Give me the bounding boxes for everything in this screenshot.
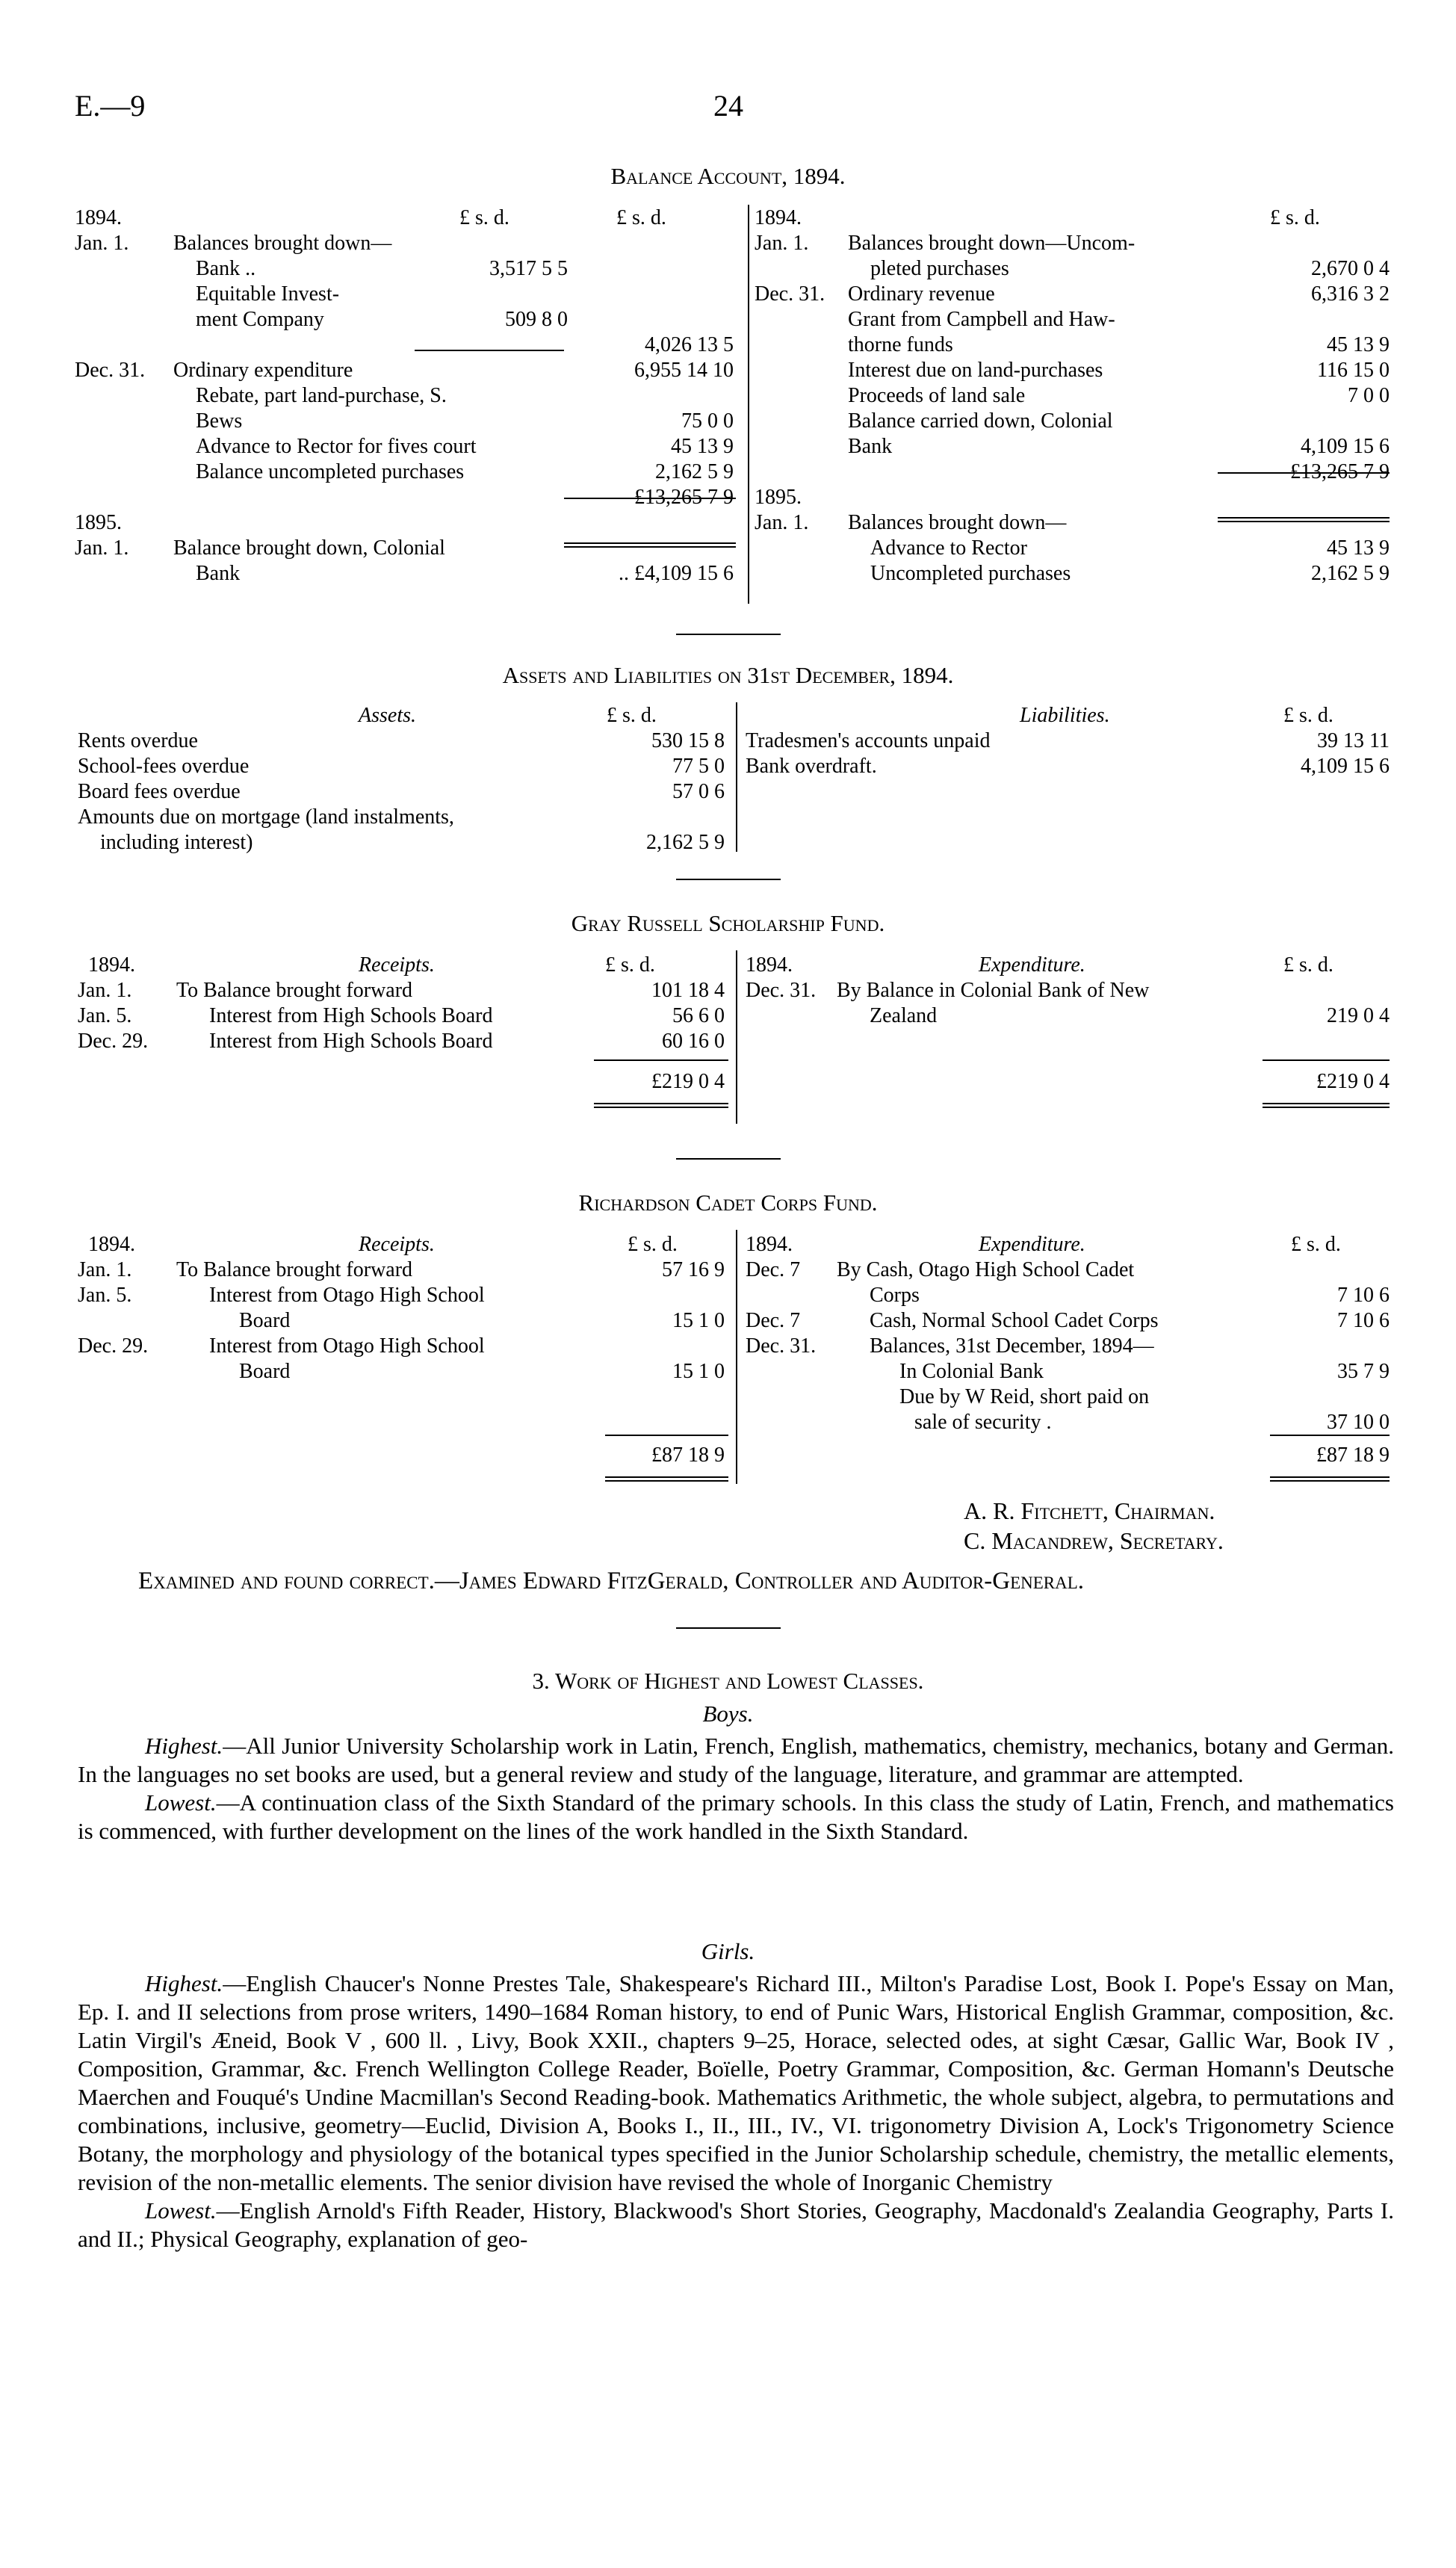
richardson-divider bbox=[736, 1230, 737, 1484]
entry-date: Jan. 5. bbox=[78, 1004, 132, 1027]
entry-text: Bank .. bbox=[196, 257, 256, 280]
entry-text: To Balance brought forward bbox=[176, 979, 413, 1002]
entry-amount: 2,162 5 9 bbox=[1311, 562, 1390, 585]
gray-left-lsd: £ s. d. bbox=[605, 953, 655, 977]
gray-total-right: £219 0 4 bbox=[1316, 1070, 1390, 1093]
boys-highest-text: —All Junior University Scholarship work in Latin, French, English, mathematics, chemistry, mechanics, botany and German. In the languages no set books are used, but a general review and study of the language, literature, and grammar are attempted. bbox=[78, 1733, 1394, 1787]
boys-lowest-label: Lowest. bbox=[145, 1789, 217, 1816]
entry-amount: 60 16 0 bbox=[662, 1030, 725, 1053]
entry-amount: 39 13 11 bbox=[1317, 729, 1390, 752]
rich-right-lsd: £ s. d. bbox=[1291, 1233, 1341, 1256]
page-number: 24 bbox=[713, 89, 743, 123]
entry-amount: 2,670 0 4 bbox=[1311, 257, 1390, 280]
total-double-rule bbox=[564, 542, 736, 544]
entry-text: Uncompleted purchases bbox=[870, 562, 1071, 585]
entry-text: Ordinary revenue bbox=[848, 282, 995, 306]
assets-lsd: £ s. d. bbox=[607, 704, 657, 727]
entry-text: Advance to Rector bbox=[870, 536, 1027, 560]
entry-text: By Cash, Otago High School Cadet bbox=[837, 1258, 1135, 1281]
separator-rule bbox=[676, 879, 781, 880]
entry-text: Balance uncompleted purchases bbox=[196, 460, 465, 483]
total-rule bbox=[1270, 1435, 1390, 1436]
entry-date: Dec. 31. bbox=[755, 282, 825, 306]
total-rule bbox=[1263, 1059, 1390, 1061]
double-rule bbox=[1263, 1107, 1390, 1108]
entry-amount: 57 16 9 bbox=[662, 1258, 725, 1281]
entry-text: Bank bbox=[196, 562, 241, 585]
balance-title: Balance Account, 1894. bbox=[610, 163, 846, 189]
entry-text: Zealand bbox=[870, 1004, 938, 1027]
rich-total-left: £87 18 9 bbox=[651, 1444, 725, 1467]
balance-right-lsd: £ s. d. bbox=[1270, 206, 1320, 229]
entry-text: Rebate, part land-purchase, S. bbox=[196, 384, 447, 407]
gray-expenditure-heading: Expenditure. bbox=[979, 953, 1085, 977]
entry-text: Bank overdraft. bbox=[746, 755, 877, 778]
entry-text: Interest due on land-purchases bbox=[848, 359, 1103, 382]
entry-amount: 75 0 0 bbox=[681, 409, 734, 433]
entry-amount: 4,026 13 5 bbox=[645, 333, 734, 356]
entry-amount: 219 0 4 bbox=[1327, 1004, 1390, 1027]
entry-text: School-fees overdue bbox=[78, 755, 250, 778]
entry-date: Jan. 1. bbox=[75, 232, 129, 255]
entry-text: Equitable Invest- bbox=[196, 282, 340, 306]
balance-right-year: 1894. bbox=[755, 206, 802, 229]
entry-text: Interest from Otago High School bbox=[209, 1334, 485, 1358]
girls-lowest-text: —English Arnold's Fifth Reader, History, Blackwood's Short Stories, Geography, Macdonald's Zealandia Geography, Parts I. and II.; Physical Geography, explanation of geo- bbox=[78, 2197, 1394, 2252]
entry-text: Tradesmen's accounts unpaid bbox=[746, 729, 991, 752]
balance-left-lsd2: £ s. d. bbox=[616, 206, 666, 229]
girls-highest-label: Highest. bbox=[145, 1970, 223, 1996]
entry-amount: 4,109 15 6 bbox=[1301, 755, 1390, 778]
total-rule bbox=[564, 498, 736, 499]
entry-amount: .. £4,109 15 6 bbox=[619, 562, 734, 585]
entry-text: Bank bbox=[848, 435, 893, 458]
entry-text: Balances brought down— bbox=[173, 232, 392, 255]
entry-text: including interest) bbox=[100, 831, 253, 854]
entry-text: Balances, 31st December, 1894— bbox=[870, 1334, 1154, 1358]
entry-date: 1895. bbox=[755, 486, 802, 509]
page-code: E.—9 bbox=[75, 89, 146, 123]
entry-date: Dec. 7 bbox=[746, 1309, 801, 1332]
entry-amount: 6,316 3 2 bbox=[1311, 282, 1390, 306]
separator-rule bbox=[676, 1627, 781, 1629]
entry-amount: 35 7 9 bbox=[1337, 1360, 1390, 1383]
girls-heading: Girls. bbox=[701, 1938, 755, 1964]
double-rule bbox=[1270, 1476, 1390, 1478]
entry-amount: 6,955 14 10 bbox=[634, 359, 734, 382]
entry-text: Advance to Rector for fives court bbox=[196, 435, 477, 458]
entry-amount: 15 1 0 bbox=[672, 1309, 725, 1332]
entry-text: Bews bbox=[196, 409, 243, 433]
boys-lowest-text: —A continuation class of the Sixth Standard of the primary schools. In this class the study of Latin, French, and mathematics is commenced, with further development on the lines of the work handled in the Sixth Standard. bbox=[78, 1789, 1394, 1844]
entry-text: Board fees overdue bbox=[78, 780, 241, 803]
entry-amount: 2,162 5 9 bbox=[655, 460, 734, 483]
gray-receipts-heading: Receipts. bbox=[359, 953, 435, 977]
entry-date: Dec. 31. bbox=[75, 359, 146, 382]
gray-title: Gray Russell Scholarship Fund. bbox=[571, 910, 885, 936]
work-title-text: 3. Work of Highest and Lowest Classes. bbox=[532, 1668, 924, 1694]
entry-text: Proceeds of land sale bbox=[848, 384, 1026, 407]
entry-text: By Balance in Colonial Bank of New bbox=[837, 979, 1150, 1002]
gray-divider bbox=[736, 950, 737, 1124]
entry-amount: 45 13 9 bbox=[671, 435, 734, 458]
boys-heading: Boys. bbox=[702, 1701, 754, 1727]
entry-text: Interest from High Schools Board bbox=[209, 1004, 493, 1027]
entry-amount: 15 1 0 bbox=[672, 1360, 725, 1383]
chairman-signature: A. R. Fitchett, Chairman. bbox=[964, 1497, 1215, 1524]
entry-date: Jan. 1. bbox=[78, 1258, 132, 1281]
entry-amount: £13,265 7 9 bbox=[634, 486, 734, 509]
entry-amount: 7 0 0 bbox=[1348, 384, 1390, 407]
assets-heading: Assets. bbox=[359, 704, 416, 727]
entry-text: Balances brought down—Uncom- bbox=[848, 232, 1136, 255]
entry-amount: 37 10 0 bbox=[1327, 1411, 1390, 1434]
entry-date: Dec. 7 bbox=[746, 1258, 801, 1281]
rich-expenditure-heading: Expenditure. bbox=[979, 1233, 1085, 1256]
gray-year: 1894. bbox=[88, 953, 135, 977]
entry-amount: 7 10 6 bbox=[1337, 1309, 1390, 1332]
entry-text: Board bbox=[239, 1309, 291, 1332]
entry-text: Balances brought down— bbox=[848, 511, 1067, 534]
balance-left-lsd1: £ s. d. bbox=[459, 206, 509, 229]
subtotal-rule bbox=[415, 350, 564, 351]
entry-text: Grant from Campbell and Haw- bbox=[848, 308, 1115, 331]
entry-date: Dec. 29. bbox=[78, 1030, 149, 1053]
total-rule bbox=[1218, 472, 1390, 474]
entry-text: To Balance brought forward bbox=[176, 1258, 413, 1281]
double-rule bbox=[1270, 1480, 1390, 1482]
entry-amount: 56 6 0 bbox=[672, 1004, 725, 1027]
entry-text: Ordinary expenditure bbox=[173, 359, 353, 382]
entry-text: Due by W Reid, short paid on bbox=[899, 1385, 1150, 1408]
entry-amount: 7 10 6 bbox=[1337, 1284, 1390, 1307]
rich-receipts-heading: Receipts. bbox=[359, 1233, 435, 1256]
double-rule bbox=[594, 1107, 728, 1108]
entry-text: Cash, Normal School Cadet Corps bbox=[870, 1309, 1159, 1332]
entry-amount: £13,265 7 9 bbox=[1290, 460, 1390, 483]
entry-text: Interest from Otago High School bbox=[209, 1284, 485, 1307]
rich-year: 1894. bbox=[88, 1233, 135, 1256]
entry-amount: 116 15 0 bbox=[1317, 359, 1390, 382]
entry-text: pleted purchases bbox=[870, 257, 1009, 280]
entry-amount: 2,162 5 9 bbox=[646, 831, 725, 854]
entry-date: Jan. 1. bbox=[755, 232, 809, 255]
entry-text: thorne funds bbox=[848, 333, 953, 356]
entry-amount: 77 5 0 bbox=[672, 755, 725, 778]
girls-highest-paragraph bbox=[78, 1970, 1394, 2197]
separator-rule bbox=[676, 1158, 781, 1160]
boys-highest-paragraph bbox=[78, 1732, 1394, 1789]
boys-section bbox=[78, 1732, 1394, 1845]
entry-amount: 509 8 0 bbox=[505, 308, 568, 331]
entry-date: 1895. bbox=[75, 511, 122, 534]
rich-left-lsd: £ s. d. bbox=[628, 1233, 678, 1256]
total-double-rule bbox=[1218, 517, 1390, 519]
entry-text: Corps bbox=[870, 1284, 920, 1307]
examined-text: Examined and found correct.—James Edward FitzGerald, Controller and Auditor-General. bbox=[138, 1568, 1085, 1594]
work-title bbox=[0, 1668, 1456, 1695]
gray-total-left: £219 0 4 bbox=[651, 1070, 725, 1093]
gray-year-right: 1894. bbox=[746, 953, 793, 977]
rich-year-right: 1894. bbox=[746, 1233, 793, 1256]
richardson-title: Richardson Cadet Corps Fund. bbox=[578, 1189, 878, 1216]
entry-amount: 57 0 6 bbox=[672, 780, 725, 803]
entry-text: In Colonial Bank bbox=[899, 1360, 1044, 1383]
entry-text: ment Company bbox=[196, 308, 324, 331]
entry-amount: 4,109 15 6 bbox=[1301, 435, 1390, 458]
assets-title bbox=[0, 662, 1456, 689]
total-double-rule bbox=[1218, 521, 1390, 522]
liabilities-lsd: £ s. d. bbox=[1283, 704, 1333, 727]
girls-highest-text: —English Chaucer's Nonne Prestes Tale, Shakespeare's Richard III., Milton's Paradise Lost, Book I. Pope's Essay on Man, Ep. I. and II selections from prose writers, 1490–1684 Roman history, to end of Punic Wars, Historical English Grammar, composition, &c. Latin Virgil's Æneid, Book V , 600 ll. , Livy, Book XXII., chapters 9–25, Horace, selected odes, at sight Cæsar, Gallic War, Book IV , Composition, Grammar, &c. French Wellington College Reader, Boïelle, Poetry Grammar, Composition, &c. German Homann's Deutsche Maerchen and Fouqué's Undine Macmillan's Second Reading-book. Mathematics Arithmetic, the whole subject, algebra, to permutations and combinations, inclusive, geometry—Euclid, Division A, Books I., II., III., IV., VI. trigonometry Division A, Lock's Trigonometry Science Botany, the morphology and physiology of the botanical types specified in the Junior Scholarship schedule, chemistry, the metallic elements, revision of the non-metallic elements. The senior division have revised the whole of Inorganic Chemistry bbox=[78, 1970, 1394, 2195]
entry-date: Jan. 1. bbox=[78, 979, 132, 1002]
examined-statement bbox=[138, 1568, 1084, 1595]
rich-total-right: £87 18 9 bbox=[1316, 1444, 1390, 1467]
girls-section bbox=[78, 1970, 1394, 2253]
double-rule bbox=[1263, 1103, 1390, 1104]
boys-highest-label: Highest. bbox=[145, 1733, 223, 1759]
assets-title-text: Assets and Liabilities on 31st December, 1894. bbox=[502, 662, 954, 688]
boys-lowest-paragraph bbox=[78, 1789, 1394, 1845]
entry-date: Jan. 5. bbox=[78, 1284, 132, 1307]
total-rule bbox=[605, 1435, 728, 1436]
entry-text: Balance brought down, Colonial bbox=[173, 536, 445, 560]
entry-date: Dec. 29. bbox=[78, 1334, 149, 1358]
entry-amount: 530 15 8 bbox=[651, 729, 725, 752]
entry-text: Interest from High Schools Board bbox=[209, 1030, 493, 1053]
entry-date: Dec. 31. bbox=[746, 979, 817, 1002]
entry-text: sale of security . bbox=[914, 1411, 1052, 1434]
gray-right-lsd: £ s. d. bbox=[1283, 953, 1333, 977]
entry-amount: 45 13 9 bbox=[1327, 536, 1390, 560]
entry-text: Rents overdue bbox=[78, 729, 198, 752]
balance-left-year: 1894. bbox=[75, 206, 122, 229]
double-rule bbox=[605, 1476, 728, 1478]
total-double-rule bbox=[564, 546, 736, 548]
assets-divider bbox=[736, 702, 737, 852]
entry-amount: 45 13 9 bbox=[1327, 333, 1390, 356]
secretary-signature: C. Macandrew, Secretary. bbox=[964, 1527, 1224, 1554]
entry-date: Dec. 31. bbox=[746, 1334, 817, 1358]
entry-date: Jan. 1. bbox=[75, 536, 129, 560]
double-rule bbox=[594, 1103, 728, 1104]
separator-rule bbox=[676, 634, 781, 635]
entry-date: Jan. 1. bbox=[755, 511, 809, 534]
entry-text: Amounts due on mortgage (land instalments, bbox=[78, 805, 454, 829]
entry-amount: 3,517 5 5 bbox=[489, 257, 568, 280]
girls-lowest-label: Lowest. bbox=[145, 2197, 217, 2224]
total-rule bbox=[594, 1059, 728, 1061]
liabilities-heading: Liabilities. bbox=[1020, 704, 1110, 727]
entry-text: Board bbox=[239, 1360, 291, 1383]
entry-amount: 101 18 4 bbox=[651, 979, 725, 1002]
double-rule bbox=[605, 1480, 728, 1482]
girls-lowest-paragraph bbox=[78, 2197, 1394, 2253]
entry-text: Balance carried down, Colonial bbox=[848, 409, 1113, 433]
balance-divider bbox=[748, 205, 749, 604]
